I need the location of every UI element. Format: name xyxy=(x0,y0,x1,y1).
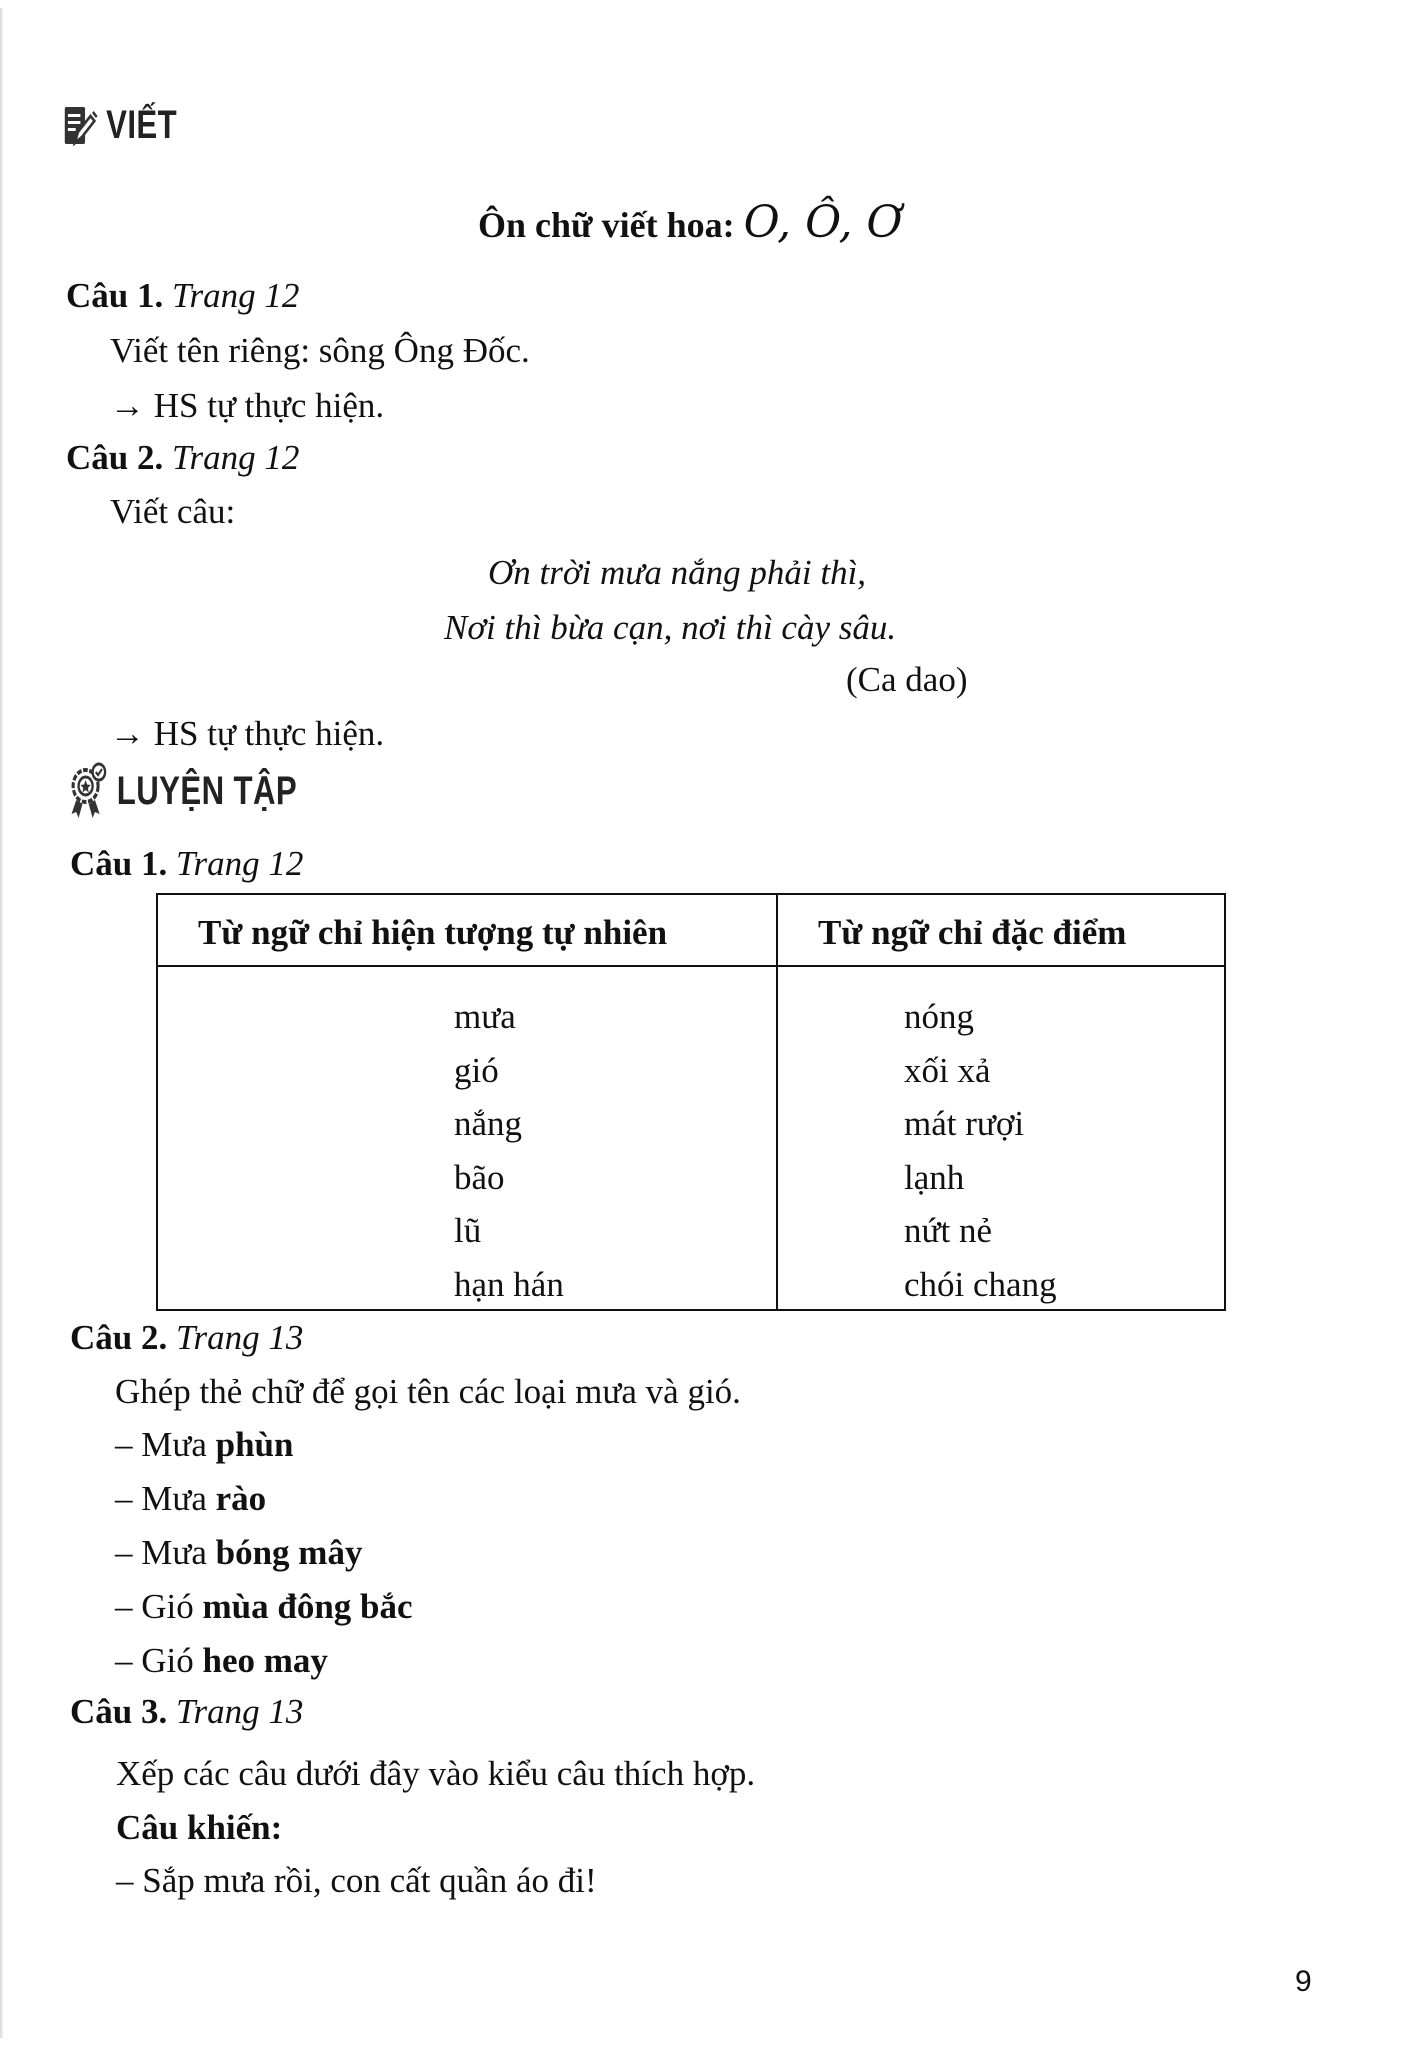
table-cell: mưa xyxy=(454,997,516,1036)
table-cell: mát rượi xyxy=(904,1104,1025,1143)
answer-line: Viết tên riêng: sông Ông Đốc. xyxy=(110,331,530,370)
list-item: – Mưa bóng mây xyxy=(115,1533,363,1572)
question-page: Trang 12 xyxy=(172,438,300,477)
question-header xyxy=(70,1320,303,1355)
header-divider xyxy=(158,965,1224,967)
table-cell: xối xả xyxy=(904,1050,991,1090)
question-intro: Xếp các câu dưới đây vào kiểu câu thích hợp. xyxy=(116,1754,756,1793)
writing-review-title xyxy=(478,197,903,248)
question-label: Câu 2. xyxy=(66,438,164,477)
table-cell: nóng xyxy=(904,997,974,1036)
question-label: Câu 3. xyxy=(70,1692,168,1731)
notepad-pencil-icon xyxy=(64,106,98,146)
characteristics-list xyxy=(904,990,1057,1311)
question-page: Trang 12 xyxy=(172,276,300,315)
table-cell: nắng xyxy=(454,1104,523,1143)
table-cell: gió xyxy=(454,1050,499,1090)
table-header-natural-phenomena: Từ ngữ chỉ hiện tượng tự nhiên xyxy=(198,913,668,952)
question-header xyxy=(70,846,303,881)
title-label: Ôn chữ viết hoa: xyxy=(478,205,735,245)
question-page: Trang 13 xyxy=(176,1318,304,1357)
award-badge-check-icon xyxy=(70,762,109,820)
answer-line: → HS tự thực hiện. xyxy=(110,714,385,753)
list-item: – Mưa rào xyxy=(115,1479,267,1518)
question-label: Câu 1. xyxy=(66,276,164,315)
page-edge xyxy=(0,8,3,2038)
list-item: – Gió heo may xyxy=(115,1641,328,1680)
answer-line: – Sắp mưa rồi, con cất quần áo đi! xyxy=(116,1861,597,1900)
question-page: Trang 12 xyxy=(176,844,304,883)
question-header xyxy=(66,278,299,313)
rain-wind-list xyxy=(115,1418,413,1688)
table-cell: bão xyxy=(454,1157,505,1197)
page-number: 9 xyxy=(1295,1965,1312,1998)
question-header xyxy=(70,1694,303,1729)
table-cell: lạnh xyxy=(904,1157,965,1197)
question-label: Câu 2. xyxy=(70,1318,168,1357)
poem-line: Nơi thì bừa cạn, nơi thì cày sâu. xyxy=(444,608,897,647)
question-label: Câu 1. xyxy=(70,844,168,883)
question-page: Trang 13 xyxy=(176,1692,304,1731)
section-title: LUYỆN TẬP xyxy=(116,768,298,813)
sentence-type-heading: Câu khiến: xyxy=(116,1808,283,1847)
natural-phenomena-list xyxy=(454,990,564,1311)
list-item: – Mưa phùn xyxy=(115,1425,294,1464)
table-header-characteristics: Từ ngữ chỉ đặc điểm xyxy=(818,913,1127,952)
section-heading-luyen-tap xyxy=(70,762,297,820)
column-divider xyxy=(776,895,778,1309)
uppercase-script-letters: O, Ô, Ơ xyxy=(743,197,903,248)
question-intro: Ghép thẻ chữ để gọi tên các loại mưa và gió. xyxy=(115,1372,741,1411)
table-cell: nứt nẻ xyxy=(904,1211,992,1250)
table-cell: chói chang xyxy=(904,1264,1057,1304)
vocabulary-table xyxy=(156,893,1226,1311)
table-cell: hạn hán xyxy=(454,1264,564,1304)
table-cell: lũ xyxy=(454,1211,482,1250)
section-title: VIẾT xyxy=(106,103,178,147)
question-intro: Viết câu: xyxy=(110,492,236,531)
question-header xyxy=(66,440,299,475)
poem-line: Ơn trời mưa nắng phải thì, xyxy=(488,553,867,592)
list-item: – Gió mùa đông bắc xyxy=(115,1587,413,1626)
section-heading-viet xyxy=(64,103,177,148)
poem-source: (Ca dao) xyxy=(846,660,968,699)
answer-line: → HS tự thực hiện. xyxy=(110,386,385,425)
